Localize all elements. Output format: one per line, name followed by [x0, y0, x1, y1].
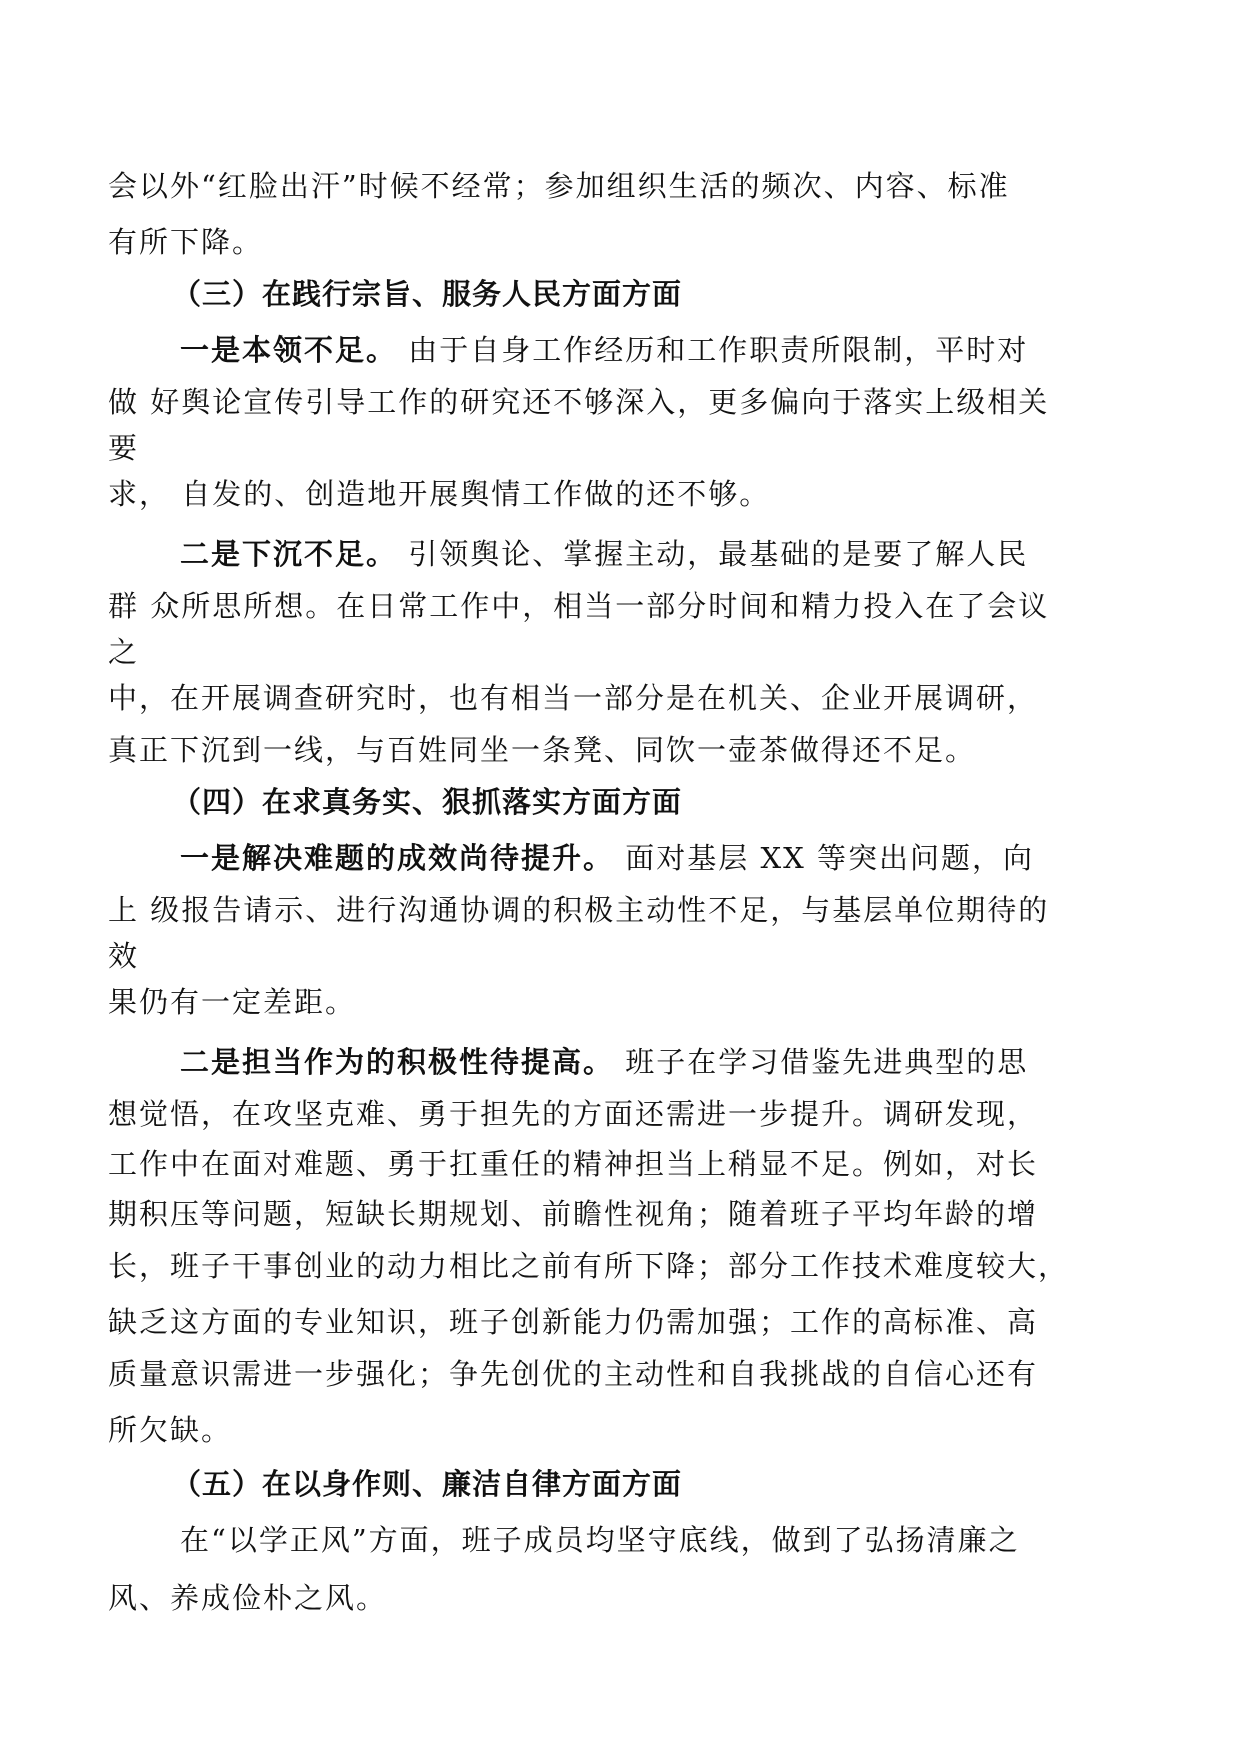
body-line: 中，在开展调查研究时，也有相当一部分是在机关、企业开展调研， — [108, 681, 1039, 715]
body-line: 有所下降。 — [108, 225, 264, 259]
body-line: 群 众所思所想。在日常工作中，相当一部分时间和精力投入在了会议 — [108, 589, 1050, 623]
paragraph-4a-line-1 — [180, 838, 1034, 878]
body-line: 工作中在面对难题、勇于扛重任的精神担当上稍显不足。例如，对长 — [108, 1147, 1039, 1181]
body-line: 果仍有一定差距。 — [108, 985, 357, 1019]
paragraph-text: 班子在学习借鉴先进典型的思 — [614, 1045, 1029, 1079]
body-line: 长，班子干事创业的动力相比之前有所下降；部分工作技术难度较大， — [108, 1249, 1070, 1283]
paragraph-3a-line-1 — [180, 330, 1028, 370]
section-heading-5: （五）在以身作则、廉洁自律方面方面 — [172, 1467, 683, 1501]
body-line: 上 级报告请示、进行沟通协调的积极主动性不足，与基层单位期待的 — [108, 893, 1050, 927]
section-heading-4: （四）在求真务实、狠抓落实方面方面 — [172, 785, 683, 819]
body-line: 期积压等问题，短缺长期规划、前瞻性视角；随着班子平均年龄的增 — [108, 1197, 1039, 1231]
paragraph-5-line-1: 在“以学正风”方面，班子成员均坚守底线，做到了弘扬清廉之 — [180, 1523, 1020, 1557]
body-line: 效 — [108, 939, 140, 973]
paragraph-text: 由于自身工作经历和工作职责所限制，平时对 — [397, 333, 1029, 367]
body-line: 之 — [108, 635, 140, 669]
paragraph-lead: 一是解决难题的成效尚待提升。 — [180, 841, 615, 875]
body-line: 做 好舆论宣传引导工作的研究还不够深入，更多偏向于落实上级相关 — [108, 385, 1050, 419]
paragraph-text: 面对基层 XX 等突出问题，向 — [614, 841, 1034, 875]
paragraph-lead: 一是本领不足。 — [180, 333, 398, 367]
body-line: 会以外“红脸出汗”时候不经常；参加组织生活的频次、内容、标准 — [108, 169, 1010, 203]
body-line: 风、养成俭朴之风。 — [108, 1581, 388, 1615]
body-line: 想觉悟，在攻坚克难、勇于担先的方面还需进一步提升。调研发现， — [108, 1097, 1039, 1131]
body-line: 缺乏这方面的专业知识，班子创新能力仍需加强；工作的高标准、高 — [108, 1305, 1039, 1339]
paragraph-3b-line-1 — [180, 534, 1028, 574]
paragraph-lead: 二是下沉不足。 — [180, 537, 398, 571]
body-line: 质量意识需进一步强化；争先创优的主动性和自我挑战的自信心还有 — [108, 1357, 1039, 1391]
section-heading-3: （三）在践行宗旨、服务人民方面方面 — [172, 277, 683, 311]
body-line: 要 — [108, 431, 140, 465]
paragraph-text: 引领舆论、掌握主动，最基础的是要了解人民 — [397, 537, 1029, 571]
body-line: 真正下沉到一线，与百姓同坐一条凳、同饮一壶茶做得还不足。 — [108, 733, 977, 767]
body-line: 求， 自发的、创造地开展舆情工作做的还不够。 — [108, 477, 771, 511]
paragraph-lead: 二是担当作为的积极性待提高。 — [180, 1045, 615, 1079]
body-line: 所欠缺。 — [108, 1413, 233, 1447]
paragraph-4b-line-1 — [180, 1042, 1028, 1082]
